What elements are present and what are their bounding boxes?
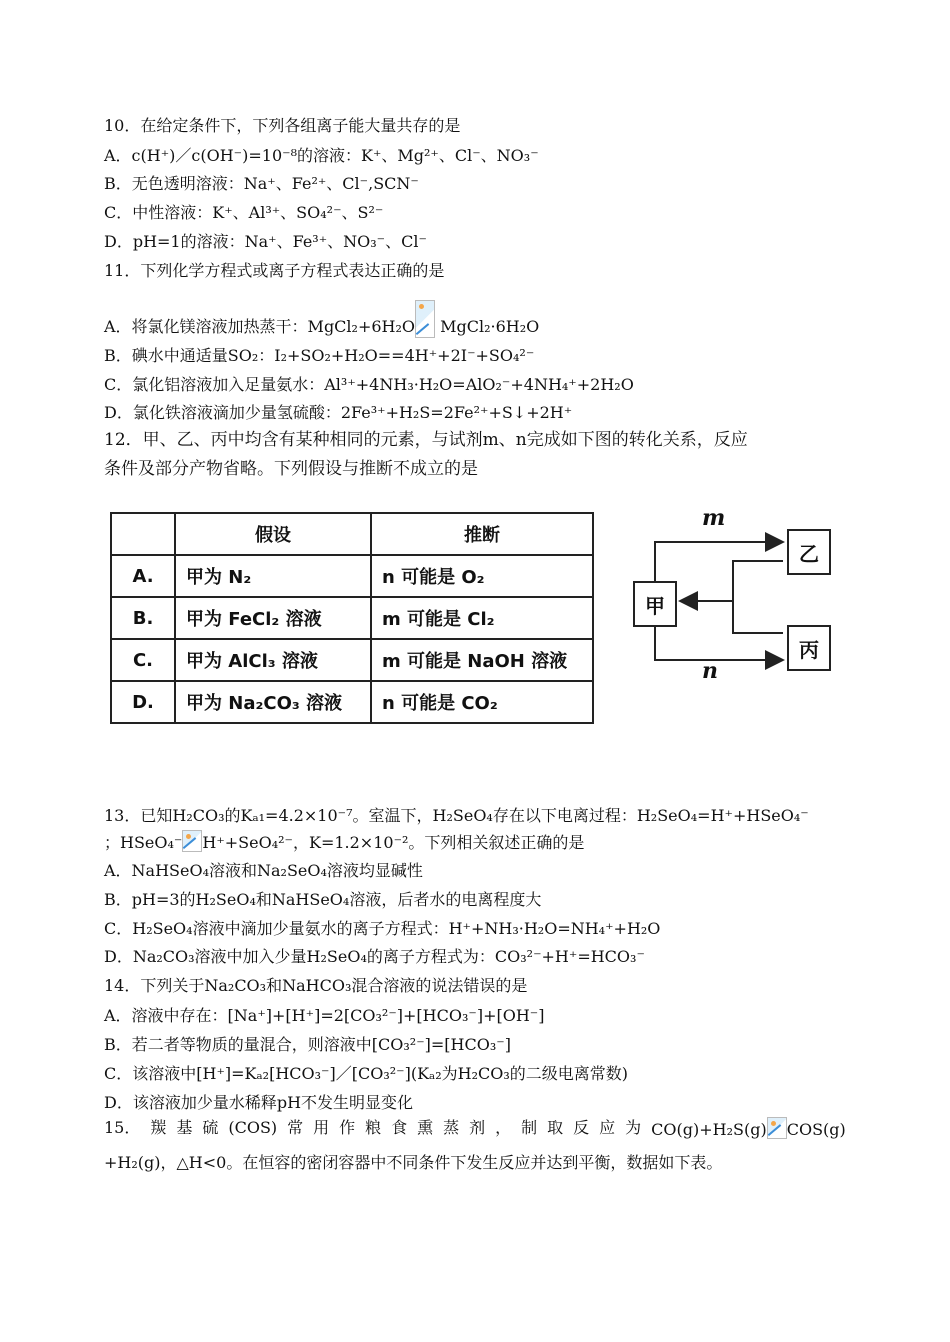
q15-word: 硫 — [202, 1118, 219, 1137]
q13-line2-right: H⁺+SeO₄²⁻，K=1.2×10⁻²。下列相关叙述正确的是 — [202, 833, 585, 852]
q12-stem-line1: 12．甲、乙、丙中均含有某种相同的元素，与试剂m、n完成如下图的转化关系，反应 — [104, 430, 748, 450]
table-cell: C. — [111, 639, 175, 681]
table-header-cell: 假设 — [175, 513, 371, 555]
q15-word: 反 — [573, 1118, 590, 1137]
table-row — [111, 597, 593, 639]
table-header-row — [111, 513, 593, 555]
q15-word: 熏 — [417, 1118, 434, 1137]
table-row — [111, 681, 593, 723]
table-cell: 甲为 N₂ — [175, 555, 371, 597]
table-cell: A. — [111, 555, 175, 597]
q15-word: 粮 — [365, 1118, 382, 1137]
q13-option-d: D．Na₂CO₃溶液中加入少量H₂SeO₄的离子方程式为：CO₃²⁻+H⁺=HCO₃⁻ — [104, 947, 645, 966]
conversion-diagram — [620, 505, 850, 685]
q11-option-b: B．碘水中通适量SO₂：I₂+SO₂+H₂O==4H⁺+2I⁻+SO₄²⁻ — [104, 346, 535, 365]
table-header-cell — [111, 513, 175, 555]
label-m: m — [702, 505, 726, 531]
q14-option-d: D．该溶液加少量水稀释pH不发生明显变化 — [104, 1093, 414, 1112]
table-header-cell: 推断 — [371, 513, 593, 555]
hypothesis-table — [110, 512, 594, 724]
q10-option-a: A．c(H⁺)／c(OH⁻)=10⁻⁸的溶液：K⁺、Mg²⁺、Cl⁻、NO₃⁻ — [104, 146, 539, 165]
table-row — [111, 555, 593, 597]
q12-stem-line2: 条件及部分产物省略。下列假设与推断不成立的是 — [104, 459, 478, 479]
bracket-yi-bing — [733, 561, 783, 633]
q10-option-c: C．中性溶液：K⁺、Al³⁺、SO₄²⁻、S²⁻ — [104, 203, 384, 222]
table-cell: D. — [111, 681, 175, 723]
reversible-arrow-image-icon — [767, 1117, 787, 1139]
q15-word: COS(g) — [786, 1120, 846, 1139]
q15-word: 应 — [599, 1118, 616, 1137]
table-cell: B. — [111, 597, 175, 639]
arrow-jia-to-yi — [655, 542, 783, 583]
q15-line1 — [104, 1117, 846, 1141]
reversible-arrow-image-icon — [182, 830, 202, 852]
q15-word: 蒸 — [443, 1118, 460, 1137]
table-cell: n 可能是 O₂ — [371, 555, 593, 597]
q15-word: 食 — [391, 1118, 408, 1137]
node-bing: 丙 — [787, 625, 831, 671]
q11-option-a-right: MgCl₂·6H₂O — [435, 317, 540, 336]
q15-word: 羰 — [150, 1118, 167, 1137]
table-row — [111, 639, 593, 681]
q13-option-c: C．H₂SeO₄溶液中滴加少量氨水的离子方程式：H⁺+NH₃·H₂O=NH₄⁺+H₂O — [104, 919, 661, 938]
q15-word: 作 — [339, 1118, 356, 1137]
table-cell: n 可能是 CO₂ — [371, 681, 593, 723]
q10-option-d: D．pH=1的溶液：Na⁺、Fe³⁺、NO₃⁻、Cl⁻ — [104, 232, 427, 251]
q15-word: 剂 — [469, 1118, 486, 1137]
q14-option-a: A．溶液中存在：[Na⁺]+[H⁺]=2[CO₃²⁻]+[HCO₃⁻]+[OH⁻] — [104, 1006, 545, 1025]
q13-line1: 13．已知H₂CO₃的Kₐ₁=4.2×10⁻⁷。室温下，H₂SeO₄存在以下电离过程：H₂SeO₄=H⁺+HSeO₄⁻ — [104, 806, 809, 825]
table-cell: 甲为 Na₂CO₃ 溶液 — [175, 681, 371, 723]
q13-line2-left: ；HSeO₄⁻ — [104, 833, 183, 852]
table-cell: m 可能是 Cl₂ — [371, 597, 593, 639]
q14-option-b: B．若二者等物质的量混合，则溶液中[CO₃²⁻]=[HCO₃⁻] — [104, 1035, 511, 1054]
arrow-jia-to-bing — [655, 625, 783, 660]
q13-option-b: B．pH=3的H₂SeO₄和NaHSeO₄溶液，后者水的电离程度大 — [104, 890, 542, 909]
q11-option-c: C．氯化铝溶液加入足量氨水：Al³⁺+4NH₃·H₂O=AlO₂⁻+4NH₄⁺+2H₂O — [104, 375, 634, 394]
q11-stem: 11．下列化学方程式或离子方程式表达正确的是 — [104, 261, 445, 280]
node-jia: 甲 — [633, 581, 677, 627]
q15-word: CO(g)+H₂S(g) — [651, 1120, 767, 1139]
q15-word: 为 — [625, 1118, 642, 1137]
q15-word: ， — [495, 1118, 512, 1137]
q14-stem: 14．下列关于Na₂CO₃和NaHCO₃混合溶液的说法错误的是 — [104, 976, 528, 995]
q15-line2: +H₂(g)，△H<0。在恒容的密闭容器中不同条件下发生反应并达到平衡，数据如下表。 — [104, 1153, 723, 1172]
q15-word: 常 — [287, 1118, 304, 1137]
q15-word: 取 — [547, 1118, 564, 1137]
q15-word: (COS) — [228, 1118, 278, 1137]
q15-word: 15． — [104, 1118, 141, 1137]
table-cell: 甲为 AlCl₃ 溶液 — [175, 639, 371, 681]
node-yi: 乙 — [787, 529, 831, 575]
table-cell: 甲为 FeCl₂ 溶液 — [175, 597, 371, 639]
q15-equation — [651, 1117, 846, 1141]
q13-option-a: A．NaHSeO₄溶液和Na₂SeO₄溶液均显碱性 — [104, 861, 423, 880]
q15-word: 基 — [176, 1118, 193, 1137]
q11-option-a-left: A．将氯化镁溶液加热蒸干：MgCl₂+6H₂O — [104, 317, 416, 336]
q11-option-d: D．氯化铁溶液滴加少量氢硫酸：2Fe³⁺+H₂S=2Fe²⁺+S↓+2H⁺ — [104, 403, 573, 422]
q10-stem: 10．在给定条件下，下列各组离子能大量共存的是 — [104, 116, 461, 135]
q13-line2 — [104, 830, 584, 854]
q10-option-b: B．无色透明溶液：Na⁺、Fe²⁺、Cl⁻,SCN⁻ — [104, 174, 419, 193]
q11-option-a — [104, 300, 539, 338]
table-cell: m 可能是 NaOH 溶液 — [371, 639, 593, 681]
label-n: n — [702, 658, 718, 684]
q15-word: 用 — [313, 1118, 330, 1137]
reversible-arrow-image-icon — [415, 300, 435, 338]
q14-option-c: C．该溶液中[H⁺]=Kₐ₂[HCO₃⁻]／[CO₃²⁻](Kₐ₂为H₂CO₃的二级电离常数) — [104, 1064, 629, 1083]
q15-word: 制 — [521, 1118, 538, 1137]
